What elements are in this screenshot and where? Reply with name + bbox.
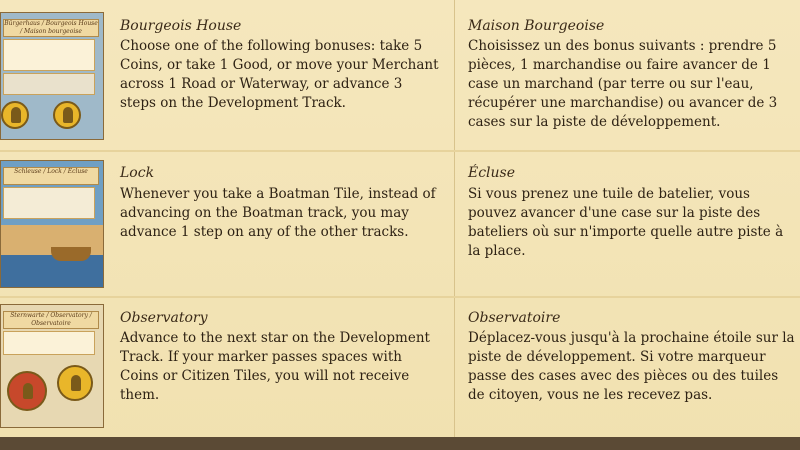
- rule-row-observatory: [0, 296, 800, 437]
- rule-row-bourgeois-house: [0, 0, 800, 150]
- tile-move-panel: [3, 73, 95, 95]
- tile-banner: Sternwarte / Observatory / Observatoire: [3, 311, 99, 329]
- bourgeois-house-tile-image: [0, 12, 104, 140]
- fr-text: Déplacez-vous jusqu'à la prochaine étoile sur la piste de développement. Si votre marqueur passe des cases avec des pièces ou des tuiles de citoyen, vous ne les recevez pas.: [468, 330, 795, 403]
- citizen-coin-icon: [57, 365, 93, 401]
- rule-row-lock: [0, 150, 800, 296]
- citizen-coin-icon: [1, 101, 29, 129]
- observatory-tile-image: [0, 304, 104, 428]
- tile-bonus-panel: [3, 331, 95, 355]
- fr-text: Choisissez un des bonus suivants : prendre 5 pièces, 1 marchandise ou faire avancer de 1 case un marchand (par terre ou sur l'eau, récupérer une marchandise) ou avancer de 3 cases sur la piste de développement.: [468, 38, 778, 130]
- en-text: Whenever you take a Boatman Tile, instead of advancing on the Boatman track, you may advance 1 step on any of the other tracks.: [120, 186, 436, 240]
- fr-title: Écluse: [468, 165, 516, 181]
- tile-water: [1, 255, 103, 288]
- en-title: Observatory: [120, 310, 208, 326]
- en-text: Choose one of the following bonuses: take 5 Coins, or take 1 Good, or move your Merchant across 1 Road or Waterway, or advance 3 steps on the Development Track.: [120, 38, 439, 111]
- tile-bonus-panel: [3, 187, 95, 219]
- tile-banner: Bürgerhaus / Bourgeois House / Maison bourgeoise: [4, 20, 98, 35]
- citizen-coin-icon: [7, 371, 47, 411]
- en-title: Lock: [120, 165, 155, 181]
- bottom-edge: [0, 437, 800, 450]
- fr-title: Maison Bourgeoise: [468, 18, 605, 34]
- citizen-coin-icon: [53, 101, 81, 129]
- en-text: Advance to the next star on the Development Track. If your marker passes spaces with Coins or Citizen Tiles, you will not receive them.: [120, 330, 430, 403]
- lock-tile-image: [0, 160, 104, 288]
- boat-icon: [51, 247, 91, 261]
- fr-text: Si vous prenez une tuile de batelier, vous pouvez avancer d'une case sur la piste des bateliers où sur n'importe quelle autre piste à la place.: [468, 186, 784, 259]
- fr-title: Observatoire: [468, 310, 561, 326]
- tile-bonus-panel: [3, 39, 95, 71]
- tile-banner: Schleuse / Lock / Écluse: [3, 167, 99, 185]
- en-title: Bourgeois House: [120, 18, 242, 34]
